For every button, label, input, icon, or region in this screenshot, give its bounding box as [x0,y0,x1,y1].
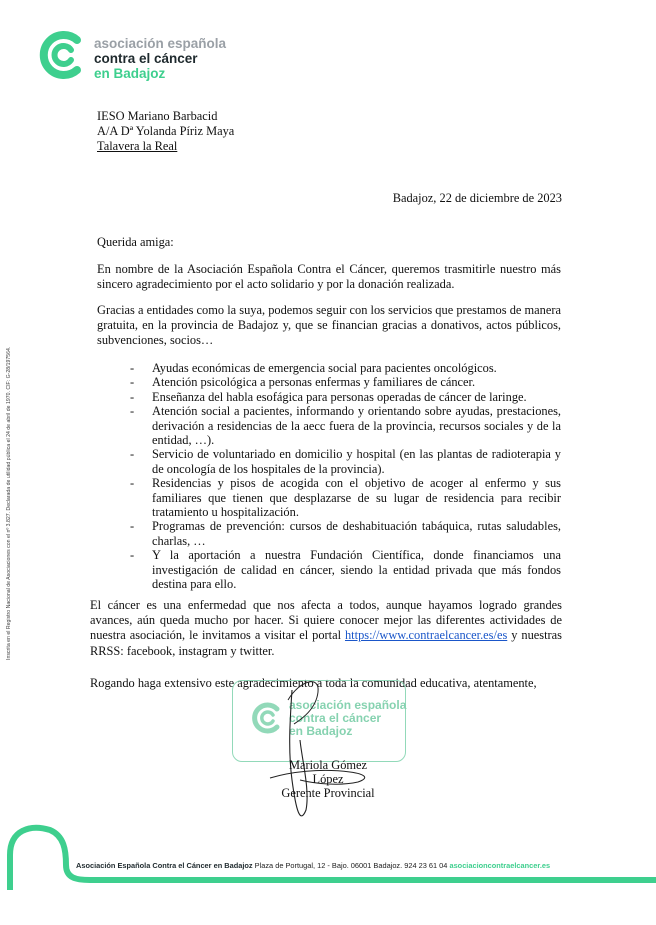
footer-org: Asociación Española Contra el Cáncer en Badajoz [76,861,253,870]
stamp-line-3: en Badajoz [289,724,353,738]
footer-address: Plaza de Portugal, 12 - Bajo. 06001 Badajoz. 924 23 61 04 [254,861,448,870]
greeting: Querida amiga: [97,235,174,249]
list-item: - Y la aportación a nuestra Fundación Científica, donde financiamos una investigación de calidad en cáncer, siendo la entidad privada que más fondos destina para ello. [130,548,561,592]
recipient-address [97,109,234,154]
list-item: - Atención social a pacientes, informando y orientando sobre ayudas, prestaciones, derivación a residencias de la aecc fuera de la provincia, recursos sociales y de la entidad, …). [130,404,561,448]
list-item: - Residencias y pisos de acogida con el objetivo de acoger al enfermo y sus familiares que tienen que desplazarse de su lugar de residencia para recibir tratamiento u hospitalización. [130,476,561,520]
aecc-logo-icon [37,28,89,82]
stamp-logo-icon [251,701,285,735]
recipient-line-2: A/A Dª Yolanda Píriz Maya [97,124,235,138]
closing-line: Rogando haga extensivo este agradecimiento a toda la comunidad educativa, atentamente, [90,676,537,690]
paragraph-more-info: El cáncer es una enfermedad que nos afecta a todos, aunque hayamos logrado grandes avances, aún queda mucho por hacer. Si quiere conocer mejor las diferentes actividades de nuestra asociación, le invitamos a visitar el portal https://www.contraelcancer.es/es y nuestras RRSS: facebook, instagram y twitter. [90,598,562,658]
letterhead-logo [37,28,237,88]
list-item: - Ayudas económicas de emergencia social para pacientes oncológicos. [130,361,497,375]
logo-wordmark [94,36,226,81]
logo-line-3: en Badajoz [94,66,166,81]
letter-date: Badajoz, 22 de diciembre de 2023 [392,191,562,205]
stamp-line-2: contra el cáncer [289,711,382,725]
recipient-line-1: IESO Mariano Barbacid [97,109,218,123]
organization-stamp [232,680,406,762]
list-item: - Servicio de voluntariado en domicilio y hospital (en las plantas de radioterapia y de oncología de los hospitales de la provincia). [130,447,561,476]
signer-name: Mariola Gómez López [288,758,368,786]
logo-line-1: asociación española [94,36,227,51]
signer-title: Gerente Provincial [281,786,375,800]
paragraph-services-intro: Gracias a entidades como la suya, podemos seguir con los servicios que prestamos de manera gratuita, en la provincia de Badajoz y, que se financian gracias a donativos, actos públicos, subvenciones, socios… [97,303,561,347]
stamp-line-1: asociación española [289,698,407,712]
list-item: - Enseñanza del habla esofágica para personas operadas de cáncer de laringe. [130,389,527,404]
footer-website[interactable]: asociacioncontraelcancer.es [449,861,551,870]
recipient-line-3: Talavera la Real [97,139,178,153]
footer-brand-curve [0,820,656,890]
stamp-text [289,699,406,738]
paragraph-thanks: En nombre de la Asociación Española Contra el Cáncer, queremos trasmitirle nuestro más sincero agradecimiento por el acto solidario y por la donación realizada. [97,262,561,291]
website-link[interactable]: https://www.contraelcancer.es/es [344,628,508,643]
logo-line-2: contra el cáncer [94,51,198,66]
list-item: - Programas de prevención: cursos de deshabituación tabáquica, rutas saludables, charlas, … [130,519,561,548]
services-list [130,361,561,592]
registry-note: Inscrita en el Registro Nacional de Asociaciones con el nº 3.827. Declarada de utilidad pública el 24 de abril de 1970. CIF: G-28/197564. [6,346,12,660]
list-item: - Atención psicológica a personas enfermas y familiares de cáncer. [130,375,476,390]
signer-block [272,758,384,800]
footer-contact [76,861,550,870]
